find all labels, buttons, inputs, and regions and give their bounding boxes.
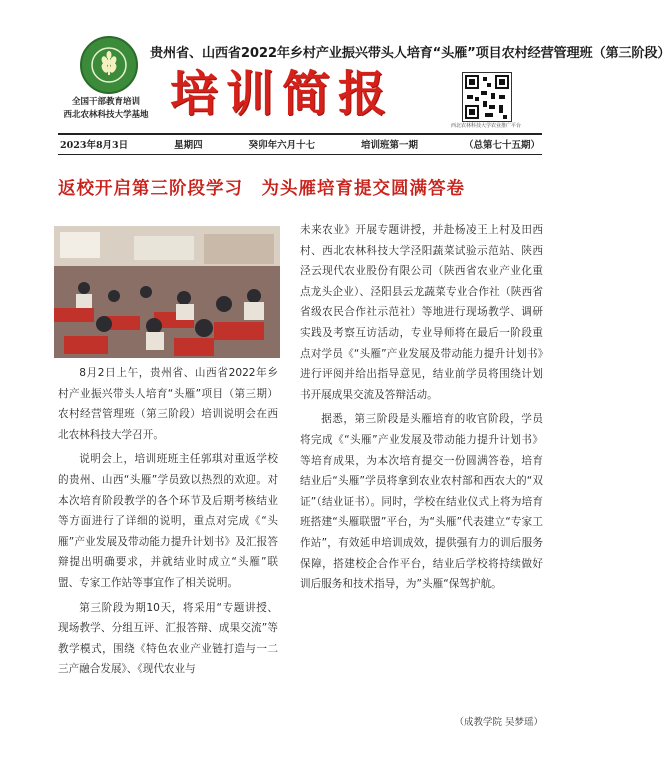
article-right-column (300, 220, 543, 595)
dateline-rule (58, 154, 542, 155)
article-paragraph: 未来农业》开展专题讲授，并赴杨凌王上村及田西村、西北农林科技大学泾阳蔬菜试验示范站、陕西泾云现代农业股份有限公司（陕西省农业产业化重点龙头企业）、泾阳县云龙蔬菜专业合作社（陕西省省级农民合作社示范社）等地进行现场教学、调研实践及考察互访活动，专业导师将在最后一阶段重点对学员《“头雁”产业发展及带动能力提升计划书》进行评阅并给出指导意见，结业前学员将围绕计划书开展成果交流及答辩活动。 (300, 224, 543, 401)
lunar-date: 癸卯年六月十七 (248, 140, 316, 151)
masthead-title: 培训简报 (170, 66, 395, 122)
logo-caption-line: 西北农林科技大学基地 (63, 110, 149, 120)
logo-caption (44, 96, 168, 122)
wheat-icon (89, 45, 129, 85)
article-headline: 返校开启第三阶段学习 为头雁培育提交圆满答卷 (58, 179, 465, 199)
total-issue: （总第七十五期） (463, 140, 540, 151)
dateline (60, 137, 540, 153)
header-rule (58, 133, 542, 135)
article-left-column (58, 363, 278, 680)
article-paragraph: 第三阶段为期10天，将采用“专题讲授、现场教学、分组互评、汇报答辩、成果交流”等教学模式，围绕《特色农业产业链打造与一二三产融合发展》、《现代农业与 (58, 601, 278, 676)
article-paragraph: 8月2日上午，贵州省、山西省2022年乡村产业振兴带头人培育“头雁”项目（第三期）农村经营管理班（第三阶段）培训说明会在西北农林科技大学召开。 (58, 367, 278, 441)
university-logo (80, 36, 138, 94)
issue-date: 2023年8月3日 (60, 140, 129, 151)
banner-title: 贵州省、山西省2022年乡村产业振兴带头人培育“头雁”项目农村经营管理班（第三阶段） (150, 46, 670, 61)
classroom-photo (54, 226, 280, 358)
article-byline: （成教学院 吴梦瑶） (454, 717, 543, 728)
qr-code-icon (462, 72, 512, 122)
issue-number: 培训班第一期 (361, 140, 419, 151)
qr-caption: 西北农林科技大学农业推广平台 (450, 123, 521, 129)
article-paragraph: 据悉，第三阶段是头雁培育的收官阶段，学员将完成《“头雁”产业发展及带动能力提升计划书》等培育成果，为本次培育提交一份圆满答卷，培育结业后“头雁”学员将拿到农业农村部和西农大的“双证”（结业证书）。同时，学校在结业仪式上将为培育班搭建“头雁联盟”平台，为“头雁”代表建立“专家工作站”，有效延申培训成效，提供强有力的训后服务保障，搭建校企合作平台，结业后学校将持续做好训后服务和技术指导，为”头雁“保驾护航。 (300, 413, 543, 591)
logo-caption-line: 全国干部教育培训 (71, 97, 140, 107)
weekday: 星期四 (174, 140, 203, 151)
article-paragraph: 说明会上，培训班班主任郭琪对重返学校的贵州、山西“头雁”学员致以热烈的欢迎。对本次培育阶段教学的各个环节及后期考核结业等方面进行了详细的说明，重点对完成《“头雁”产业发展及带动能力提升计划书》及汇报答辩提出明确要求，并就结业时成立“头雁”联盟、专家工作站等事宜作了相关说明。 (58, 453, 278, 589)
